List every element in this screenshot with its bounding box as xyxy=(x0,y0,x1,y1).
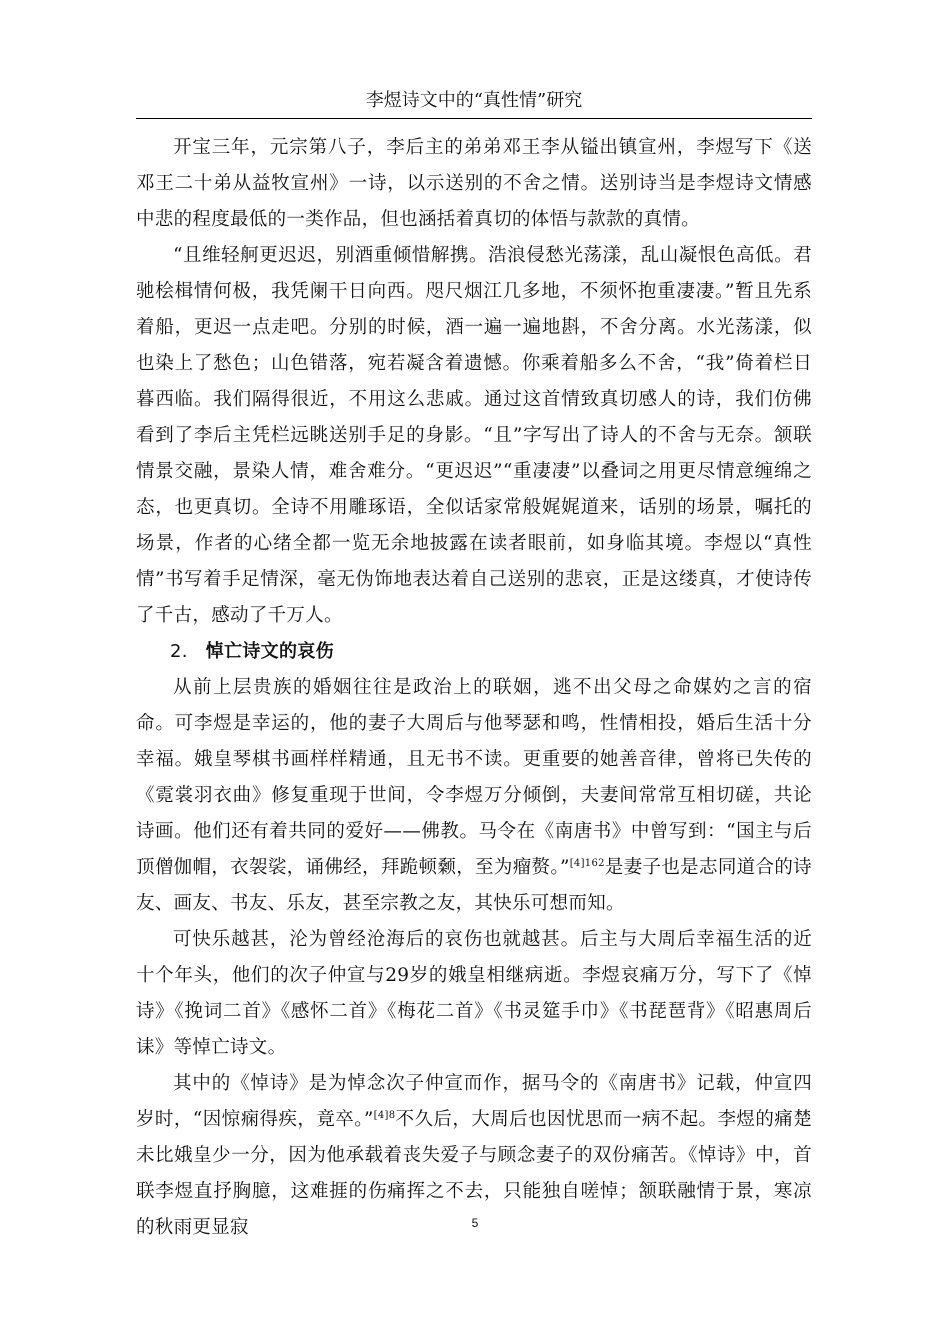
paragraph-5-text-b: 不久后，大周后也因忧思而一病不起。李煜的痛楚未比娥皇少一分，因为他承载着丧失爱子与顾念妻子的双份痛苦。《悼诗》中，首联李煜直抒胸臆，这难捱的伤痛挥之不去，只能独自嗟悼；颔联融情于景，寒凉的秋雨更显寂 xyxy=(136,1109,812,1238)
paragraph-1: 开宝三年，元宗第八子，李后主的弟弟邓王李从镒出镇宣州，李煜写下《送邓王二十弟从益牧宣州》一诗，以示送别的不舍之情。送别诗当是李煜诗文情感中悲的程度最低的一类作品，但也涵括着真切的体悟与款款的真情。 xyxy=(136,137,812,230)
paragraph-3-text-a: 从前上层贵族的婚姻往往是政治上的联姻，逃不出父母之命媒妁之言的宿命。可李煜是幸运的，他的妻子大周后与他琴瑟和鸣，性情相投，婚后生活十分幸福。娥皇琴棋书画样样精通，且无书不读。更重要的她善音律，曾将已失传的《霓裳羽衣曲》修复重现于世间，令李煜万分倾倒，夫妻间常常互相切磋，共论诗画。他们还有着共同的爱好——佛教。马令在《南唐书》中曾写到：“国主与后顶僧伽帽，衣袈裟，诵佛经，拜跪顿颡，至为瘤赘。” xyxy=(136,677,812,878)
section-heading xyxy=(136,634,812,670)
page-number: 5 xyxy=(471,1216,479,1230)
running-header: 李煜诗文中的“真性情”研究 xyxy=(136,88,812,119)
paragraph-3 xyxy=(136,670,812,922)
section-title: 悼亡诗文的哀伤 xyxy=(205,641,334,662)
body-text xyxy=(136,130,812,1246)
paragraph-3-text-b: 是妻子也是志同道合的诗友、画友、书友、乐友，甚至宗教之友，其快乐可想而知。 xyxy=(136,857,812,914)
paragraph-5-text-a: 其中的《悼诗》是为悼念次子仲宣而作，据马令的《南唐书》记载，仲宣四岁时，“因惊痫得疾，竟卒。” xyxy=(136,1073,812,1130)
citation-ref: [4]8 xyxy=(373,1110,396,1121)
paragraph-2: “且维轻舸更迟迟，别酒重倾惜解携。浩浪侵愁光荡漾，乱山凝恨色高低。君驰桧楫情何极，我凭阑干日向西。咫尺烟江几多地，不须怀抱重凄凄。”暂且先系着船，更迟一点走吧。分别的时候，酒一遍一遍地斟，不舍分离。水光荡漾，似也染上了愁色；山色错落，宛若凝含着遗憾。你乘着船多么不舍，“我”倚着栏日暮西临。我们隔得很近，不用这么悲戚。通过这首情致真切感人的诗，我们仿佛看到了李后主凭栏远眺送别手足的身影。“且”字写出了诗人的不舍与无奈。颔联情景交融，景染人情，难舍难分。“更迟迟”“重凄凄”以叠词之用更尽情意缠绵之态，也更真切。全诗不用雕琢语，全似话家常般娓娓道来，话别的场景，嘱托的场景，作者的心绪全都一览无余地披露在读者眼前，如身临其境。李煜以“真性情”书写着手足情深，毫无伪饰地表达着自己送别的悲哀，正是这缕真，才使诗传了千古，感动了千万人。 xyxy=(136,245,812,626)
section-number: 2. xyxy=(170,641,188,662)
paragraph-4: 可快乐越甚，沦为曾经沧海后的哀伤也就越甚。后主与大周后幸福生活的近十个年头，他们的次子仲宣与29岁的娥皇相继病逝。李煜哀痛万分，写下了《悼诗》《挽词二首》《感怀二首》《梅花二首》《书灵筵手巾》《书琵琶背》《昭惠周后诔》等悼亡诗文。 xyxy=(136,929,812,1058)
citation-ref: [4]162 xyxy=(569,858,605,869)
